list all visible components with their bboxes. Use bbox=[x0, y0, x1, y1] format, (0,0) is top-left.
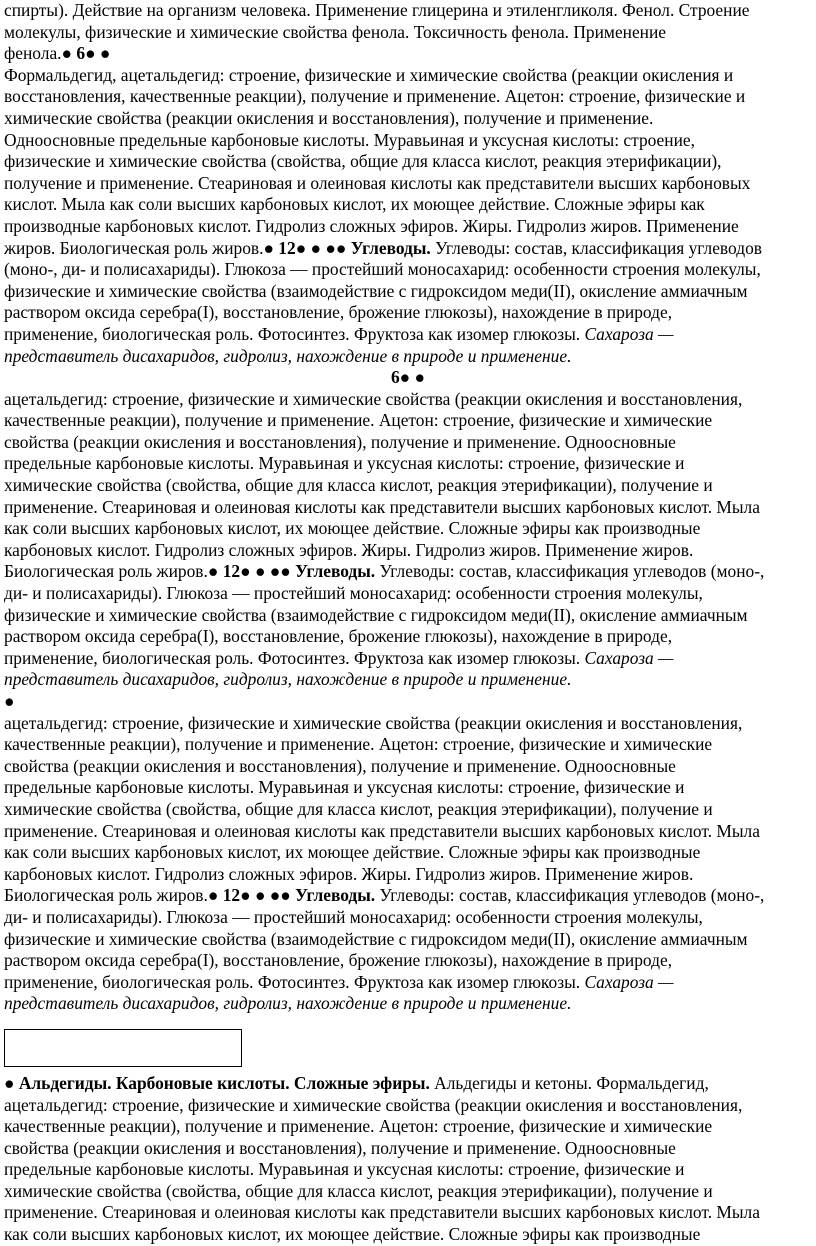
text-run: Углеводы: состав, классификация углеводов (моно-, bbox=[375, 885, 765, 906]
text-line: ацетальдегид: строение, физические и химические свойства (реакции окисления и восстановления, bbox=[4, 388, 743, 409]
carbohydrates-heading: ● 12● ● ●● Углеводы. bbox=[263, 237, 431, 258]
text-line: физические и химические свойства (свойства, общие для класса кислот, реакция этерификации), bbox=[4, 151, 722, 172]
text-run: фенола. bbox=[4, 43, 62, 64]
text-line: качественные реакции), получение и применение. Ацетон: строение, физические и химические bbox=[4, 1116, 713, 1137]
text-line: химические свойства (реакции окисления и восстановления), получение и применение. bbox=[4, 107, 654, 128]
text-line: физические и химические свойства (взаимодействие с гидроксидом меди(II), окисление аммиачным bbox=[4, 280, 748, 301]
text-line: производные карбоновых кислот. Гидролиз сложных эфиров. Жиры. Гидролиз жиров. Применение bbox=[4, 215, 739, 236]
carbohydrates-heading: ● 12● ● ●● Углеводы. bbox=[207, 561, 376, 582]
text-line bbox=[4, 993, 812, 1015]
text-line: Формальдегид, ацетальдегид: строение, физические и химические свойства (реакции окисления и bbox=[4, 64, 734, 85]
text-line: предельные карбоновые кислоты. Муравьиная и уксусная кислоты: строение, физические и bbox=[4, 1159, 685, 1180]
section-marker-left bbox=[4, 691, 812, 713]
paragraph-aldehydes-4 bbox=[4, 1073, 812, 1246]
bullet-marker: 6● ● bbox=[390, 367, 426, 388]
text-line: применение. Стеариновая и олеиновая кислоты как представители высших карбоновых кислот. Мыла bbox=[4, 496, 760, 517]
text-line: физические и химические свойства (взаимодействие с гидроксидом меди(II), окисление аммиачным bbox=[4, 928, 748, 949]
bullet-marker: ● 6● ● bbox=[61, 43, 111, 64]
text-line: как соли высших карбоновых кислот, их моющее действие. Сложные эфиры как производные bbox=[4, 842, 701, 863]
text-line: восстановления, качественные реакции), получение и применение. Ацетон: строение, физические и bbox=[4, 86, 746, 107]
text-line: химические свойства (свойства, общие для класса кислот, реакция этерификации), получение и bbox=[4, 798, 713, 819]
text-line bbox=[4, 972, 812, 994]
text-line: карбоновых кислот. Гидролиз сложных эфиров. Жиры. Гидролиз жиров. Применение жиров. bbox=[4, 863, 694, 884]
text-line: спирты). Действие на организм человека. Применение глицерина и этиленгликоля. Фенол. Строение bbox=[4, 0, 750, 20]
bullet-marker: ● bbox=[4, 691, 15, 711]
italic-run: представитель дисахаридов, гидролиз, нахождение в природе и применение. bbox=[4, 345, 572, 366]
carbohydrates-heading: ● 12● ● ●● Углеводы. bbox=[207, 885, 376, 906]
text-line bbox=[4, 1073, 812, 1095]
italic-run: Сахароза — bbox=[584, 647, 674, 668]
text-line: Одноосновные предельные карбоновые кислоты. Муравьиная и уксусная кислоты: строение, bbox=[4, 129, 695, 150]
italic-run: представитель дисахаридов, гидролиз, нахождение в природе и применение. bbox=[4, 993, 572, 1014]
text-line: ацетальдегид: строение, физические и химические свойства (реакции окисления и восстановления, bbox=[4, 712, 743, 733]
text-line bbox=[4, 561, 812, 583]
text-line bbox=[4, 238, 812, 260]
paragraph-aldehydes-2 bbox=[4, 389, 812, 691]
text-line: (моно-, ди- и полисахариды). Глюкоза — простейший моносахарид: особенности строения молекулы, bbox=[4, 259, 761, 280]
text-run: Альдегиды и кетоны. Формальдегид, bbox=[429, 1072, 709, 1093]
text-line: качественные реакции), получение и применение. Ацетон: строение, физические и химические bbox=[4, 734, 713, 755]
text-run: Углеводы: состав, классификация углеводов bbox=[430, 237, 762, 258]
text-line: раствором оксида серебра(I), восстановление, брожение глюкозы), нахождение в природе, bbox=[4, 950, 673, 971]
section-marker-centered bbox=[4, 367, 812, 389]
text-line bbox=[4, 324, 812, 346]
text-line: свойства (реакции окисления и восстановления), получение и применение. Одноосновные bbox=[4, 755, 676, 776]
text-line: физические и химические свойства (взаимодействие с гидроксидом меди(II), окисление аммиачным bbox=[4, 604, 748, 625]
text-run: применение, биологическая роль. Фотосинтез. Фруктоза как изомер глюкозы. bbox=[4, 647, 585, 668]
paragraph-aldehydes-3 bbox=[4, 713, 812, 1015]
text-line bbox=[4, 648, 812, 670]
text-line: раствором оксида серебра(I), восстановление, брожение глюкозы), нахождение в природе, bbox=[4, 302, 673, 323]
paragraph-phenol bbox=[4, 0, 812, 65]
text-line: химические свойства (свойства, общие для класса кислот, реакция этерификации), получение и bbox=[4, 475, 713, 496]
text-run: Углеводы: состав, классификация углеводов (моно-, bbox=[375, 561, 765, 582]
text-line bbox=[4, 43, 812, 65]
document-page bbox=[4, 0, 812, 1246]
text-line: свойства (реакции окисления и восстановления), получение и применение. Одноосновные bbox=[4, 431, 676, 452]
text-line: предельные карбоновые кислоты. Муравьиная и уксусная кислоты: строение, физические и bbox=[4, 777, 685, 798]
text-line: получение и применение. Стеариновая и олеиновая кислоты как представители высших карбоновых bbox=[4, 172, 751, 193]
text-line: как соли высших карбоновых кислот, их моющее действие. Сложные эфиры как производные bbox=[4, 1224, 701, 1245]
text-run: применение, биологическая роль. Фотосинтез. Фруктоза как изомер глюкозы. bbox=[4, 323, 585, 344]
paragraph-aldehydes-1 bbox=[4, 65, 812, 367]
text-line: качественные реакции), получение и применение. Ацетон: строение, физические и химические bbox=[4, 410, 713, 431]
text-run: Биологическая роль жиров. bbox=[4, 885, 208, 906]
text-line: кислот. Мыла как соли высших карбоновых кислот, их моющее действие. Сложные эфиры как bbox=[4, 194, 705, 215]
text-line: свойства (реакции окисления и восстановления), получение и применение. Одноосновные bbox=[4, 1137, 676, 1158]
text-run: жиров. Биологическая роль жиров. bbox=[4, 237, 264, 258]
text-line bbox=[4, 669, 812, 691]
text-line: ацетальдегид: строение, физические и химические свойства (реакции окисления и восстановления, bbox=[4, 1094, 743, 1115]
text-line: предельные карбоновые кислоты. Муравьиная и уксусная кислоты: строение, физические и bbox=[4, 453, 685, 474]
text-line: применение. Стеариновая и олеиновая кислоты как представители высших карбоновых кислот. Мыла bbox=[4, 1202, 760, 1223]
italic-run: представитель дисахаридов, гидролиз, нахождение в природе и применение. bbox=[4, 669, 572, 690]
text-run: применение, биологическая роль. Фотосинтез. Фруктоза как изомер глюкозы. bbox=[4, 971, 585, 992]
text-line: применение. Стеариновая и олеиновая кислоты как представители высших карбоновых кислот. Мыла bbox=[4, 820, 760, 841]
text-line: химические свойства (свойства, общие для класса кислот, реакция этерификации), получение и bbox=[4, 1180, 713, 1201]
text-line: ди- и полисахариды). Глюкоза — простейший моносахарид: особенности строения молекулы, bbox=[4, 583, 703, 604]
text-line: молекулы, физические и химические свойства фенола. Токсичность фенола. Применение bbox=[4, 21, 667, 42]
text-line bbox=[4, 885, 812, 907]
italic-run: Сахароза — bbox=[584, 971, 674, 992]
section-heading: ● Альдегиды. Карбоновые кислоты. Сложные эфиры. bbox=[4, 1072, 430, 1093]
text-run: Биологическая роль жиров. bbox=[4, 561, 208, 582]
text-line: как соли высших карбоновых кислот, их моющее действие. Сложные эфиры как производные bbox=[4, 518, 701, 539]
text-line: карбоновых кислот. Гидролиз сложных эфиров. Жиры. Гидролиз жиров. Применение жиров. bbox=[4, 539, 694, 560]
text-line bbox=[4, 346, 812, 368]
text-line: раствором оксида серебра(I), восстановление, брожение глюкозы), нахождение в природе, bbox=[4, 626, 673, 647]
empty-frame bbox=[4, 1029, 242, 1067]
text-line: ди- и полисахариды). Глюкоза — простейший моносахарид: особенности строения молекулы, bbox=[4, 906, 703, 927]
italic-run: Сахароза — bbox=[584, 323, 674, 344]
